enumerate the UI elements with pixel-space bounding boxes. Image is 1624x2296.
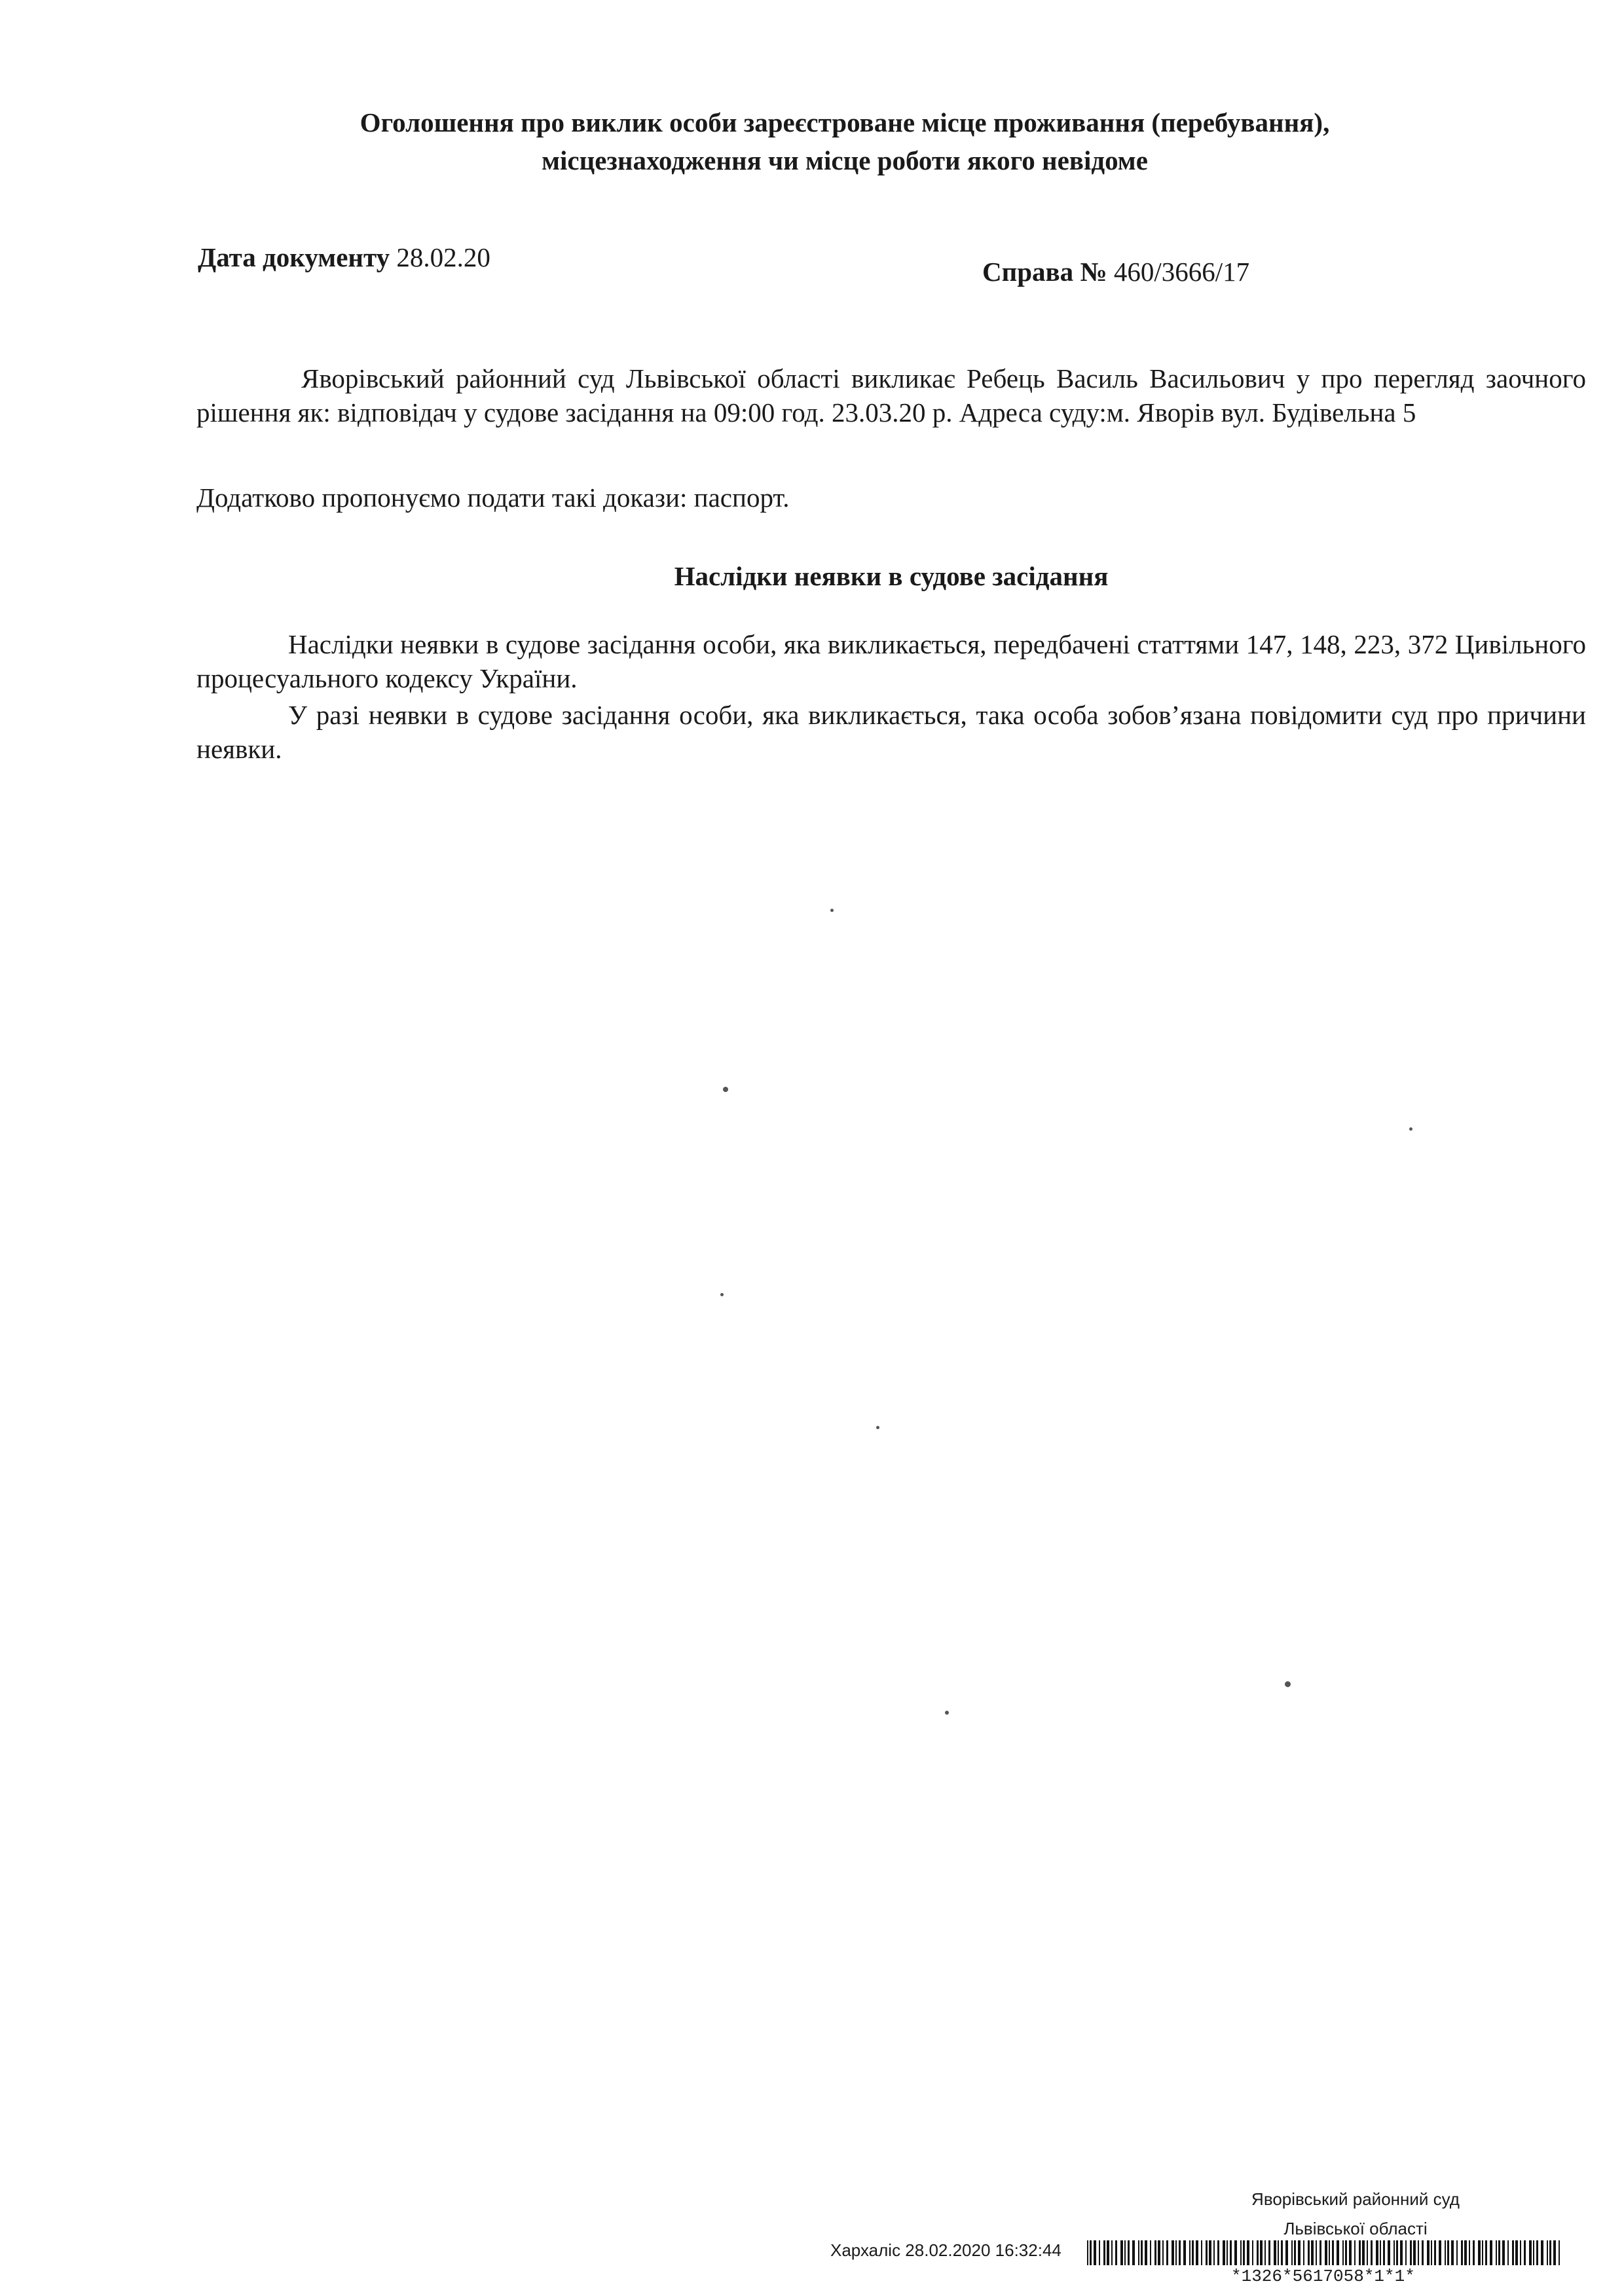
barcode-bar [1469,2240,1470,2265]
barcode-bar [1175,2240,1177,2265]
barcode-bar [1482,2240,1483,2265]
barcode-bar [1478,2240,1481,2265]
barcode-bar [1393,2240,1395,2265]
barcode-bar [1217,2240,1219,2265]
date-label: Дата документу [198,242,390,272]
barcode-bar [1132,2240,1135,2265]
barcode-bar [1529,2240,1532,2265]
scan-speck [1285,1681,1291,1687]
barcode-bar [1354,2240,1356,2265]
barcode-bar [1230,2240,1232,2265]
barcode-bar [1359,2240,1361,2265]
barcode-bar [1227,2240,1228,2265]
title-line-2: місцезнаходження чи місце роботи якого невідоме [542,145,1148,175]
barcode-bar [1524,2240,1526,2265]
barcode-bar [1274,2240,1276,2265]
barcode-bar [1422,2240,1424,2265]
barcode-bar [1461,2240,1463,2265]
barcode-bar [1520,2240,1521,2265]
barcode-bar [1553,2240,1556,2265]
scan-speck [720,1293,724,1296]
scan-speck [876,1426,879,1429]
barcode-bar [1447,2240,1449,2265]
barcode-bar [1380,2240,1381,2265]
barcode-bar [1410,2240,1412,2265]
barcode-bar [1201,2240,1202,2265]
scan-speck [723,1087,728,1092]
barcode-bar [1464,2240,1467,2265]
barcode-bar [1332,2240,1334,2265]
barcode-bar [1400,2240,1403,2265]
barcode-bar [1087,2240,1088,2265]
document-date [198,241,490,274]
section-heading: Наслідки неявки в судове засідання [674,561,1109,591]
barcode-bar [1111,2240,1113,2265]
barcode-bar [1281,2240,1283,2265]
barcode-bar [1264,2240,1266,2265]
barcode-bar [1329,2240,1330,2265]
barcode-bar [1128,2240,1130,2265]
barcode-bar [1278,2240,1279,2265]
case-label: Справа № [982,257,1107,287]
barcode-bar [1196,2240,1198,2265]
case-number [982,255,1249,288]
barcode [1087,2240,1565,2265]
scan-speck [1409,1127,1412,1131]
barcode-bar [1496,2240,1497,2265]
barcode-bar [1533,2240,1534,2265]
barcode-bar [1405,2240,1407,2265]
barcode-bar [1376,2240,1378,2265]
barcode-bar [1371,2240,1373,2265]
barcode-bar [1473,2240,1475,2265]
barcode-bar [1512,2240,1514,2265]
barcode-bar [1154,2240,1156,2265]
barcode-bar [1094,2240,1096,2265]
barcode-bar [1303,2240,1304,2265]
barcode-bar [1308,2240,1310,2265]
barcode-bar [1490,2240,1492,2265]
barcode-bar [1268,2240,1270,2265]
barcode-bar [1515,2240,1518,2265]
barcode-bar [1427,2240,1430,2265]
barcode-bar [1252,2240,1253,2265]
barcode-bar [1388,2240,1390,2265]
case-value: 460/3666/17 [1113,257,1250,287]
barcode-bar [1547,2240,1548,2265]
barcode-bar [1439,2240,1441,2265]
scan-speck [945,1711,949,1715]
barcode-bar [1337,2240,1339,2265]
consequences-paragraph: Наслідки неявки в судове засідання особи, яка викликається, передбачені статтями 147, 148, 223, 372 Цивільного процесуального кодексу України. [196,629,1586,693]
barcode-bar [1260,2240,1263,2265]
barcode-bar [1431,2240,1432,2265]
barcode-bar [1090,2240,1092,2265]
barcode-bar [1107,2240,1109,2265]
barcode-bar [1234,2240,1237,2265]
barcode-number: *1326*5617058*1*1* [1231,2267,1415,2286]
barcode-bar [1325,2240,1327,2265]
barcode-bar [1141,2240,1143,2265]
barcode-bar [1507,2240,1509,2265]
barcode-bar [1124,2240,1126,2265]
barcode-bar [1349,2240,1352,2265]
barcode-bar [1240,2240,1242,2265]
barcode-bar [1367,2240,1368,2265]
barcode-bar [1383,2240,1385,2265]
barcode-bar [1434,2240,1436,2265]
barcode-bar [1559,2240,1560,2265]
barcode-bar [1247,2240,1249,2265]
evidence-paragraph: Додатково пропонуємо подати такі докази: паспорт. [196,483,790,513]
barcode-bar [1192,2240,1194,2265]
barcode-bar [1445,2240,1446,2265]
barcode-bar [1183,2240,1186,2265]
barcode-bar [1099,2240,1100,2265]
barcode-bar [1316,2240,1317,2265]
registration-stamp: Хархаліс 28.02.2020 16:32:44 [830,2240,1061,2260]
barcode-bar [1320,2240,1321,2265]
barcode-bar [1502,2240,1505,2265]
barcode-bar [1285,2240,1288,2265]
barcode-bar [1498,2240,1500,2265]
barcode-bar [1418,2240,1419,2265]
document-title [196,103,1493,179]
barcode-bar [1166,2240,1168,2265]
barcode-bar [1451,2240,1454,2265]
barcode-bar [1209,2240,1211,2265]
barcode-bar [1413,2240,1416,2265]
scan-speck [830,909,834,912]
barcode-bar [1257,2240,1259,2265]
barcode-bar [1115,2240,1117,2265]
barcode-bar [1120,2240,1123,2265]
barcode-bar [1189,2240,1190,2265]
barcode-bar [1138,2240,1139,2265]
barcode-bar [1362,2240,1365,2265]
barcode-bar [1179,2240,1181,2265]
barcode-bar [1536,2240,1538,2265]
barcode-bar [1291,2240,1293,2265]
barcode-bar [1243,2240,1245,2265]
court-stamp [1172,2187,1539,2212]
court-region [1172,2216,1539,2241]
barcode-bar [1345,2240,1347,2265]
barcode-bar [1145,2240,1147,2265]
barcode-bar [1311,2240,1314,2265]
barcode-bar [1549,2240,1551,2265]
notification-paragraph: У разі неявки в судове засідання особи, яка викликається, така особа зобов’язана повідомити суд про причини неявки. [196,700,1586,764]
barcode-bar [1162,2240,1164,2265]
barcode-bar [1150,2240,1151,2265]
barcode-bar [1172,2240,1174,2265]
barcode-bar [1158,2240,1160,2265]
barcode-bar [1396,2240,1398,2265]
barcode-bar [1213,2240,1215,2265]
barcode-bar [1485,2240,1487,2265]
barcode-bar [1223,2240,1225,2265]
barcode-bar [1103,2240,1105,2265]
title-line-1: Оголошення про виклик особи зареєстроване місце проживання (перебування), [360,107,1330,137]
barcode-bar [1298,2240,1301,2265]
barcode-bar [1342,2240,1344,2265]
summons-paragraph: Яворівський районний суд Львівської області викликає Ребець Василь Васильович у про перегляд заочного рішення як: відповідач у судове засідання на 09:00 год. 23.03.20 р. Адреса суду:м. Яворів вул. Будівельна 5 [196,363,1586,428]
barcode-bar [1541,2240,1543,2265]
date-value: 28.02.20 [396,242,490,272]
court-name: Яворівський районний суд [1251,2189,1460,2209]
barcode-bar [1456,2240,1458,2265]
court-region-text: Львівської області [1283,2219,1428,2238]
barcode-bar [1294,2240,1296,2265]
barcode-bar [1206,2240,1208,2265]
